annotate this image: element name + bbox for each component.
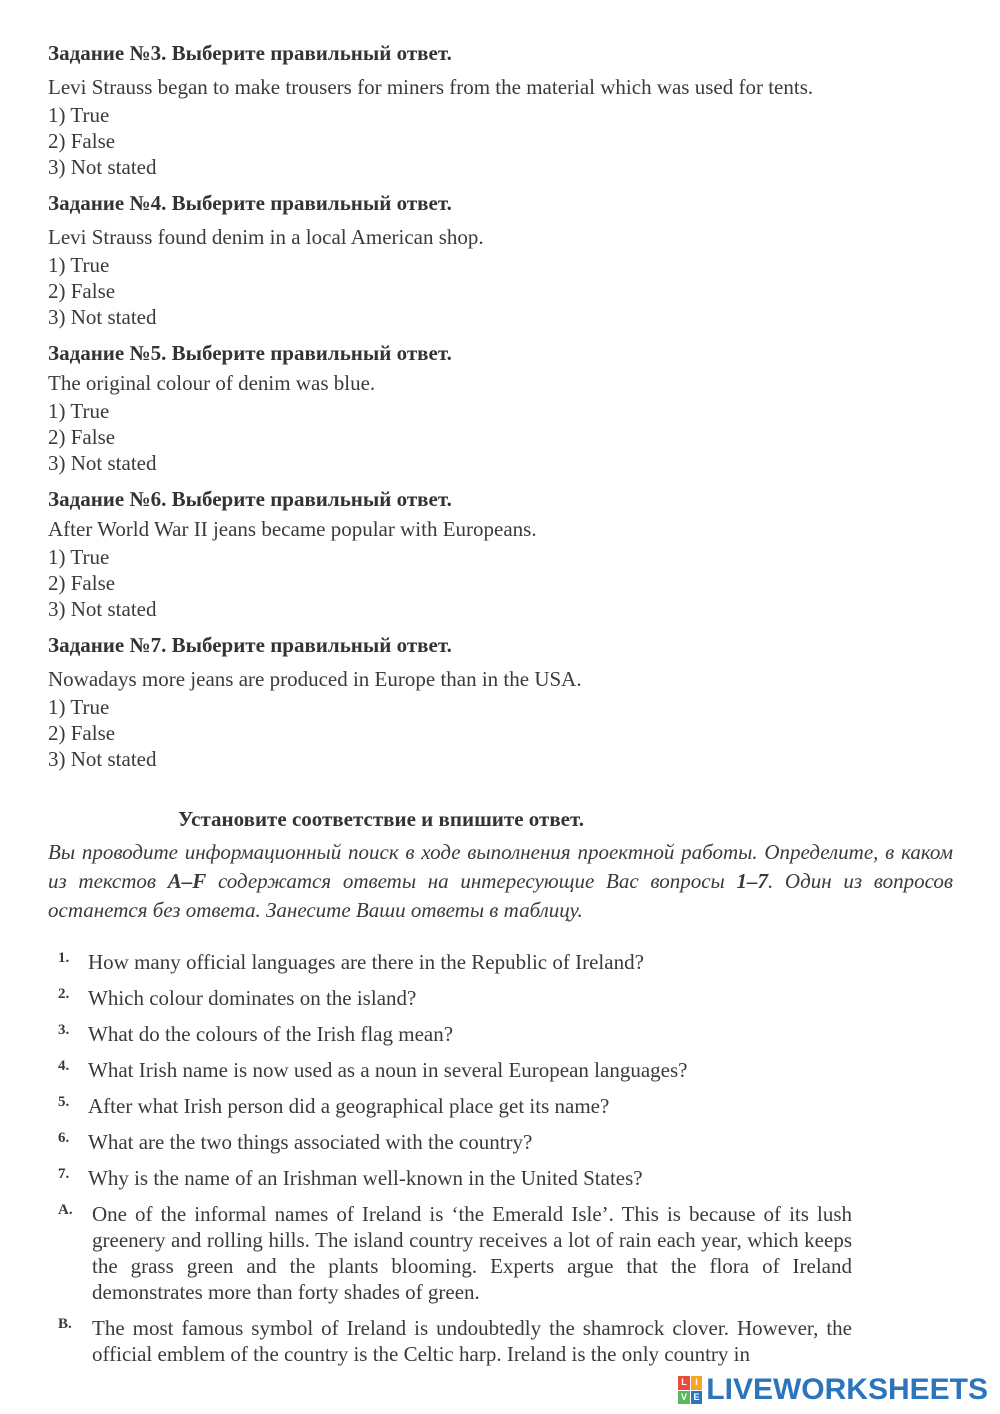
text-item-a	[48, 1201, 953, 1305]
option-false[interactable]: 2) False	[48, 129, 116, 153]
question-number: 3.	[58, 1022, 70, 1038]
question-list	[48, 949, 953, 1201]
watermark-text: LIVEWORKSHEETS	[706, 1373, 988, 1406]
question-number: 5.	[58, 1094, 70, 1110]
option-true[interactable]: 1) True	[48, 545, 110, 569]
number-range: 1–7	[736, 869, 768, 893]
logo-letter: V	[678, 1391, 690, 1405]
question-text: How many official languages are there in the Republic of Ireland?	[88, 950, 644, 974]
task-6	[48, 486, 953, 622]
question-text: What do the colours of the Irish flag mean?	[88, 1022, 454, 1046]
option-false[interactable]: 2) False	[48, 279, 116, 303]
question-text: What Irish name is now used as a noun in several European languages?	[88, 1058, 688, 1082]
question-text: After what Irish person did a geographical place get its name?	[88, 1094, 610, 1118]
text-body: One of the informal names of Ireland is ‘the Emerald Isle’. This is because of its lush greenery and rolling hills. The island country receives a lot of rain each year, which keeps the grass green and the plants blooming. Experts argue that the flora of Ireland demonstrates more than forty shades of green.	[92, 1202, 852, 1304]
option-not-stated[interactable]: 3) Not stated	[48, 597, 157, 621]
task-5	[48, 340, 953, 476]
option-true[interactable]: 1) True	[48, 103, 110, 127]
option-not-stated[interactable]: 3) Not stated	[48, 747, 157, 771]
question-number: 1.	[58, 950, 70, 966]
question-item	[48, 1057, 953, 1093]
instructions-part-2: содержатся ответы на интересующие Вас вопросы	[206, 869, 737, 893]
task-statement: Levi Strauss began to make trousers for miners from the material which was used for tents.	[48, 75, 814, 99]
liveworksheets-watermark	[674, 1372, 988, 1408]
question-item	[48, 1021, 953, 1057]
task-statement: Levi Strauss found denim in a local American shop.	[48, 225, 484, 249]
liveworksheets-logo-icon	[678, 1376, 702, 1404]
question-item	[48, 1165, 953, 1201]
question-item	[48, 1129, 953, 1165]
instructions-part-1: Вы проводите информационный поиск в ходе выполнения проектной работы. Определите, в каком из текстов	[48, 840, 953, 893]
text-item-b	[48, 1315, 953, 1367]
instructions-part-3: . Один из вопросов останется без ответа. Занесите Ваши ответы в таблицу.	[48, 869, 953, 922]
question-item	[48, 1093, 953, 1129]
question-text: Which colour dominates on the island?	[88, 986, 417, 1010]
matching-instructions	[48, 838, 953, 925]
worksheet-page	[48, 40, 953, 1377]
question-item	[48, 985, 953, 1021]
question-item	[48, 949, 953, 985]
option-false[interactable]: 2) False	[48, 425, 116, 449]
task-title: Задание №6. Выберите правильный ответ.	[48, 487, 452, 511]
task-title: Задание №5. Выберите правильный ответ.	[48, 341, 452, 365]
text-letter: A.	[58, 1202, 73, 1218]
task-7	[48, 632, 953, 772]
question-number: 4.	[58, 1058, 70, 1074]
logo-letter: L	[678, 1376, 690, 1390]
option-not-stated[interactable]: 3) Not stated	[48, 305, 157, 329]
question-text: Why is the name of an Irishman well-known in the United States?	[88, 1166, 643, 1190]
matching-heading: Установите соответствие и впишите ответ.	[178, 807, 584, 831]
option-not-stated[interactable]: 3) Not stated	[48, 451, 157, 475]
option-true[interactable]: 1) True	[48, 399, 110, 423]
text-letter: B.	[58, 1316, 72, 1332]
text-list	[48, 1201, 953, 1367]
logo-letter: I	[691, 1376, 703, 1390]
option-true[interactable]: 1) True	[48, 253, 110, 277]
task-statement: The original colour of denim was blue.	[48, 371, 376, 395]
text-body: The most famous symbol of Ireland is undoubtedly the shamrock clover. However, the official emblem of the country is the Celtic harp. Ireland is the only country in	[92, 1316, 852, 1366]
task-4	[48, 190, 953, 330]
option-false[interactable]: 2) False	[48, 571, 116, 595]
option-true[interactable]: 1) True	[48, 695, 110, 719]
question-number: 7.	[58, 1166, 70, 1182]
task-statement: After World War II jeans became popular with Europeans.	[48, 517, 537, 541]
task-statement: Nowadays more jeans are produced in Europe than in the USA.	[48, 667, 582, 691]
task-title: Задание №7. Выберите правильный ответ.	[48, 633, 452, 657]
question-number: 6.	[58, 1130, 70, 1146]
letter-range: A–F	[167, 869, 207, 893]
question-text: What are the two things associated with the country?	[88, 1130, 533, 1154]
task-3	[48, 40, 953, 180]
task-title: Задание №4. Выберите правильный ответ.	[48, 191, 452, 215]
option-not-stated[interactable]: 3) Not stated	[48, 155, 157, 179]
option-false[interactable]: 2) False	[48, 721, 116, 745]
question-number: 2.	[58, 986, 70, 1002]
task-title: Задание №3. Выберите правильный ответ.	[48, 41, 452, 65]
logo-letter: E	[691, 1391, 703, 1405]
